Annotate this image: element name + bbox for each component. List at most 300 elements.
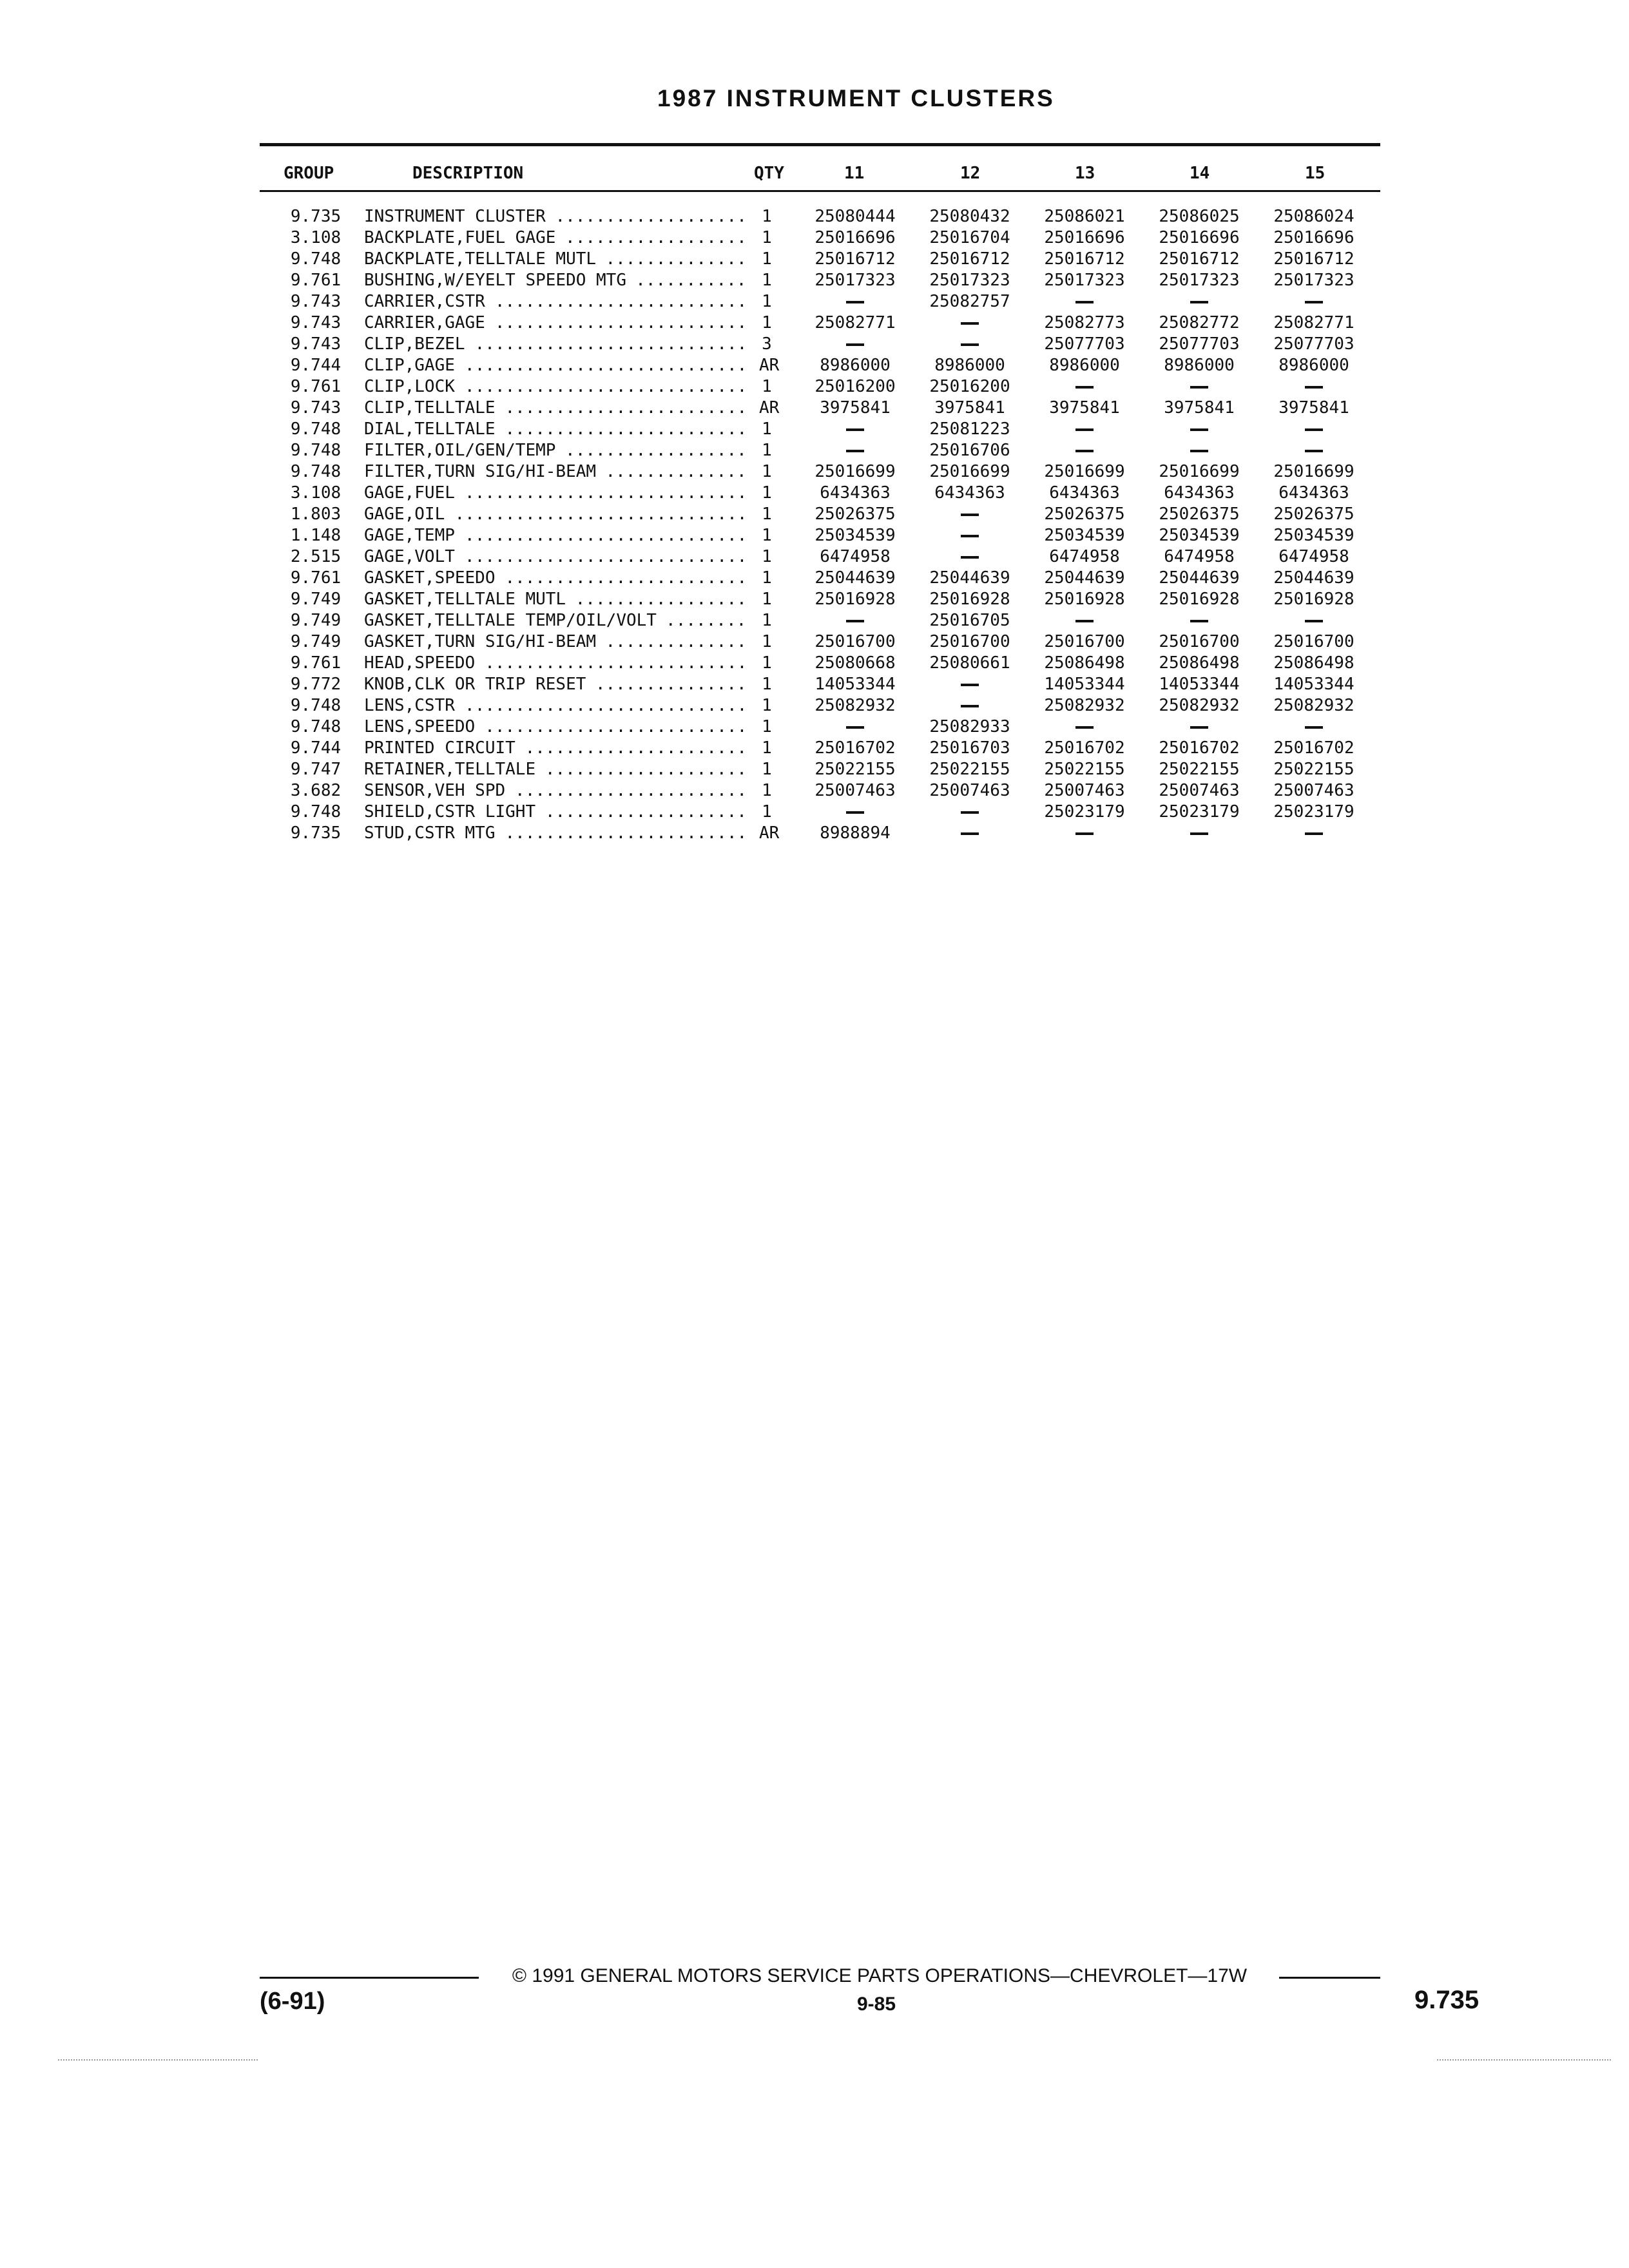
group-code: 9.748 [290,419,342,439]
table-row [0,653,1629,674]
not-applicable-dash [1190,726,1208,729]
part-number-model-13 [1033,376,1136,398]
dot-leader: ............................ [454,483,747,503]
part-number-model-15 [1262,376,1365,398]
part-number-model-14: 6434363 [1164,483,1235,503]
not-applicable-dash [846,428,864,431]
quantity: 1 [762,419,772,439]
part-description: FILTER,TURN SIG/HI-BEAM [364,462,597,481]
part-number-model-14: 8986000 [1164,356,1235,375]
part-description: GASKET,SPEEDO [364,568,496,588]
table-row [0,312,1629,334]
not-applicable-dash [961,535,979,537]
quantity: 3 [762,334,772,354]
group-code: 9.747 [290,760,342,779]
table-row [0,780,1629,802]
part-number-model-12: 8986000 [934,356,1005,375]
column-header-model-12: 12 [960,164,981,183]
group-code: 9.749 [290,611,342,630]
not-applicable-dash [1075,386,1094,389]
group-code: 9.743 [290,398,342,418]
part-number-model-11: 25082771 [815,313,896,332]
part-description: CARRIER,CSTR [364,292,485,311]
part-number-model-14: 25017323 [1159,271,1240,290]
part-number-model-11: 8986000 [820,356,891,375]
part-number-model-12 [918,695,1021,716]
not-applicable-dash [1305,428,1323,431]
part-number-model-12: 25080661 [929,653,1010,673]
table-row [0,525,1629,546]
part-number-model-13: 25082773 [1044,313,1125,332]
part-number-model-15: 6434363 [1278,483,1349,503]
part-number-model-15: 25086498 [1273,653,1354,673]
part-number-model-12: 25081223 [929,419,1010,439]
part-number-model-14: 25016712 [1159,249,1240,269]
part-number-model-13: 25023179 [1044,802,1125,822]
table-row [0,355,1629,376]
table-row [0,589,1629,610]
part-number-model-14: 3975841 [1164,398,1235,418]
dot-leader: ................... [545,207,747,226]
part-number-model-13: 25077703 [1044,334,1125,354]
group-code: 9.748 [290,802,342,822]
column-header-model-15: 15 [1305,164,1325,183]
group-code: 3.108 [290,228,342,247]
part-description: HEAD,SPEEDO [364,653,476,673]
part-number-model-14: 25077703 [1159,334,1240,354]
part-number-model-11: 8988894 [820,823,891,843]
group-code: 9.761 [290,377,342,396]
parts-table [0,206,1629,844]
part-number-model-11: 25080668 [815,653,896,673]
part-number-model-13 [1033,419,1136,440]
table-row [0,759,1629,780]
scan-speckle-left [58,2059,258,2061]
quantity: 1 [762,313,772,332]
part-description: INSTRUMENT CLUSTER [364,207,546,226]
not-applicable-dash [961,811,979,814]
quantity: 1 [762,653,772,673]
footer-page-number: 9-85 [857,1994,896,2015]
part-number-model-14: 25016699 [1159,462,1240,481]
part-number-model-14 [1148,440,1251,461]
part-number-model-12: 25082933 [929,717,1010,736]
table-row [0,568,1629,589]
part-number-model-11: 6434363 [820,483,891,503]
group-code: 9.761 [290,653,342,673]
part-number-model-11: 25016200 [815,377,896,396]
not-applicable-dash [961,684,979,686]
group-code: 9.748 [290,462,342,481]
group-code: 9.748 [290,441,342,460]
not-applicable-dash [1075,450,1094,452]
dot-leader: ............................ [454,356,747,375]
part-number-model-14: 25026375 [1159,505,1240,524]
part-number-model-13 [1033,440,1136,461]
dot-leader: .......................... [474,653,747,673]
column-header-qty: QTY [754,164,784,183]
quantity: 1 [762,568,772,588]
part-description: SENSOR,VEH SPD [364,781,506,800]
table-row [0,376,1629,398]
table-row [0,695,1629,716]
part-number-model-14 [1148,291,1251,312]
part-number-model-12 [918,823,1021,844]
part-number-model-11 [804,440,907,461]
not-applicable-dash [1190,832,1208,835]
part-number-model-13: 25016928 [1044,590,1125,609]
dot-leader: .................. [555,441,747,460]
part-number-model-15: 25016699 [1273,462,1354,481]
part-number-model-12: 6434363 [934,483,1005,503]
part-number-model-14: 25034539 [1159,526,1240,545]
dot-leader: ............................ [454,526,747,545]
part-number-model-15: 25082771 [1273,313,1354,332]
dot-leader: .............. [595,462,747,481]
part-number-model-15: 25077703 [1273,334,1354,354]
column-header-model-11: 11 [844,164,865,183]
footer-rule-left [260,1977,479,1979]
not-applicable-dash [1190,450,1208,452]
quantity: 1 [762,547,772,566]
part-number-model-13: 25016696 [1044,228,1125,247]
not-applicable-dash [1305,726,1323,729]
table-row [0,206,1629,227]
table-row [0,674,1629,695]
part-number-model-12: 25016928 [929,590,1010,609]
part-number-model-12: 25022155 [929,760,1010,779]
table-row [0,270,1629,291]
dot-leader: ............... [585,675,747,694]
quantity: 1 [762,441,772,460]
group-code: 3.108 [290,483,342,503]
part-description: CLIP,BEZEL [364,334,465,354]
part-number-model-11: 25044639 [815,568,896,588]
part-number-model-13: 25086021 [1044,207,1125,226]
part-description: GAGE,VOLT [364,547,455,566]
part-number-model-14 [1148,716,1251,738]
part-number-model-13: 25082932 [1044,696,1125,715]
part-number-model-15: 25016712 [1273,249,1354,269]
part-number-model-13: 25017323 [1044,271,1125,290]
part-number-model-11: 3975841 [820,398,891,418]
part-number-model-12: 25016700 [929,632,1010,651]
part-number-model-15: 25086024 [1273,207,1354,226]
dot-leader: ............................. [444,505,747,524]
not-applicable-dash [961,343,979,346]
dot-leader: .............. [595,632,747,651]
not-applicable-dash [846,343,864,346]
group-code: 3.682 [290,781,342,800]
not-applicable-dash [961,514,979,516]
part-number-model-13: 25086498 [1044,653,1125,673]
part-description: LENS,SPEEDO [364,717,476,736]
dot-leader: ........................ [494,419,747,439]
footer-revision: (6-91) [260,1988,325,2015]
not-applicable-dash [1075,301,1094,303]
part-number-model-12 [918,674,1021,695]
part-number-model-14: 25022155 [1159,760,1240,779]
header-rule-top [260,143,1380,146]
table-row [0,227,1629,249]
part-description: GAGE,TEMP [364,526,455,545]
part-description: DIAL,TELLTALE [364,419,496,439]
part-description: STUD,CSTR MTG [364,823,496,843]
not-applicable-dash [1190,428,1208,431]
part-number-model-11 [804,334,907,355]
part-number-model-15: 25016696 [1273,228,1354,247]
dot-leader: ........... [625,271,747,290]
page-title: 1987 INSTRUMENT CLUSTERS [657,85,1055,111]
table-row [0,291,1629,312]
quantity: 1 [762,483,772,503]
part-number-model-11 [804,716,907,738]
part-number-model-15: 25022155 [1273,760,1354,779]
part-description: GASKET,TELLTALE TEMP/OIL/VOLT [364,611,657,630]
part-number-model-14: 25082772 [1159,313,1240,332]
not-applicable-dash [1075,620,1094,622]
dot-leader: .......................... [474,717,747,736]
not-applicable-dash [846,450,864,452]
not-applicable-dash [1305,301,1323,303]
part-description: GAGE,FUEL [364,483,455,503]
part-description: KNOB,CLK OR TRIP RESET [364,675,586,694]
column-header-group: GROUP [284,164,334,183]
part-number-model-15 [1262,440,1365,461]
part-number-model-15: 25007463 [1273,781,1354,800]
part-number-model-12: 25016712 [929,249,1010,269]
group-code: 9.749 [290,590,342,609]
part-number-model-15: 14053344 [1273,675,1354,694]
part-number-model-11: 25016696 [815,228,896,247]
part-number-model-15: 25044639 [1273,568,1354,588]
part-number-model-12: 25016699 [929,462,1010,481]
part-description: CLIP,LOCK [364,377,455,396]
table-row [0,249,1629,270]
part-number-model-15: 8986000 [1278,356,1349,375]
part-number-model-15: 25017323 [1273,271,1354,290]
part-number-model-11: 25016700 [815,632,896,651]
part-number-model-11 [804,419,907,440]
part-number-model-13: 6434363 [1049,483,1120,503]
dot-leader: ............................ [454,696,747,715]
part-number-model-14 [1148,823,1251,844]
part-number-model-14: 25007463 [1159,781,1240,800]
part-description: RETAINER,TELLTALE [364,760,536,779]
not-applicable-dash [1075,726,1094,729]
table-row [0,610,1629,631]
quantity: 1 [762,802,772,822]
part-description: GASKET,TELLTALE MUTL [364,590,566,609]
quantity: AR [759,398,780,418]
part-number-model-11: 25016712 [815,249,896,269]
dot-leader: ........ [655,611,747,630]
part-number-model-11: 6474958 [820,547,891,566]
part-number-model-14: 14053344 [1159,675,1240,694]
part-number-model-13: 25034539 [1044,526,1125,545]
part-number-model-15 [1262,716,1365,738]
part-number-model-15: 25016928 [1273,590,1354,609]
dot-leader: .................. [555,228,747,247]
part-number-model-11: 25016928 [815,590,896,609]
not-applicable-dash [846,301,864,303]
part-description: GAGE,OIL [364,505,445,524]
dot-leader: ........................ [494,398,747,418]
part-number-model-13: 3975841 [1049,398,1120,418]
not-applicable-dash [961,705,979,707]
part-number-model-12: 25016705 [929,611,1010,630]
not-applicable-dash [1075,428,1094,431]
table-row [0,483,1629,504]
part-description: CLIP,TELLTALE [364,398,496,418]
table-row [0,631,1629,653]
part-number-model-13 [1033,610,1136,631]
not-applicable-dash [1305,832,1323,835]
part-number-model-14: 25016696 [1159,228,1240,247]
footer-copyright: © 1991 GENERAL MOTORS SERVICE PARTS OPERATIONS—CHEVROLET—17W [512,1965,1248,1986]
part-description: CLIP,GAGE [364,356,455,375]
group-code: 9.743 [290,334,342,354]
table-row [0,716,1629,738]
dot-leader: .............. [595,249,747,269]
quantity: 1 [762,462,772,481]
part-description: BACKPLATE,FUEL GAGE [364,228,556,247]
quantity: 1 [762,228,772,247]
part-number-model-12: 25080432 [929,207,1010,226]
group-code: 9.735 [290,207,342,226]
quantity: 1 [762,738,772,758]
part-number-model-15: 25026375 [1273,505,1354,524]
group-code: 9.743 [290,313,342,332]
group-code: 2.515 [290,547,342,566]
part-number-model-11: 25034539 [815,526,896,545]
not-applicable-dash [846,620,864,622]
part-number-model-11: 25080444 [815,207,896,226]
quantity: 1 [762,590,772,609]
not-applicable-dash [1190,386,1208,389]
part-number-model-14 [1148,610,1251,631]
part-number-model-15: 25023179 [1273,802,1354,822]
part-description: SHIELD,CSTR LIGHT [364,802,536,822]
part-number-model-15: 25016702 [1273,738,1354,758]
part-number-model-12: 25017323 [929,271,1010,290]
quantity: 1 [762,632,772,651]
part-number-model-14: 25023179 [1159,802,1240,822]
part-number-model-13: 25016702 [1044,738,1125,758]
part-number-model-14: 25086025 [1159,207,1240,226]
dot-leader: .................... [535,760,747,779]
part-description: BUSHING,W/EYELT SPEEDO MTG [364,271,626,290]
group-code: 1.148 [290,526,342,545]
part-number-model-13: 8986000 [1049,356,1120,375]
not-applicable-dash [846,811,864,814]
part-number-model-13: 25044639 [1044,568,1125,588]
group-code: 9.743 [290,292,342,311]
group-code: 9.761 [290,271,342,290]
column-header-description: DESCRIPTION [412,164,524,183]
table-row [0,738,1629,759]
dot-leader: .................... [535,802,747,822]
quantity: 1 [762,377,772,396]
group-code: 9.749 [290,632,342,651]
part-number-model-11: 14053344 [815,675,896,694]
quantity: 1 [762,249,772,269]
quantity: 1 [762,207,772,226]
group-code: 9.748 [290,717,342,736]
part-number-model-11: 25016702 [815,738,896,758]
part-number-model-12: 25016704 [929,228,1010,247]
table-row [0,504,1629,525]
dot-leader: ........................... [465,334,747,354]
table-row [0,334,1629,355]
not-applicable-dash [961,322,979,325]
part-number-model-12 [918,334,1021,355]
not-applicable-dash [1190,620,1208,622]
group-code: 9.744 [290,356,342,375]
part-number-model-14: 25016700 [1159,632,1240,651]
not-applicable-dash [1305,386,1323,389]
part-number-model-11: 25022155 [815,760,896,779]
part-number-model-13 [1033,823,1136,844]
dot-leader: ......................... [485,292,747,311]
table-row [0,398,1629,419]
part-number-model-14: 25082932 [1159,696,1240,715]
part-number-model-13 [1033,716,1136,738]
part-number-model-15 [1262,291,1365,312]
not-applicable-dash [1305,450,1323,452]
part-number-model-12: 25016706 [929,441,1010,460]
column-header-model-14: 14 [1190,164,1210,183]
quantity: 1 [762,675,772,694]
part-number-model-15 [1262,419,1365,440]
part-number-model-11: 25026375 [815,505,896,524]
quantity: 1 [762,292,772,311]
part-number-model-13: 25016700 [1044,632,1125,651]
group-code: 9.748 [290,249,342,269]
group-code: 9.748 [290,696,342,715]
part-description: FILTER,OIL/GEN/TEMP [364,441,556,460]
part-number-model-15: 3975841 [1278,398,1349,418]
part-number-model-15: 25082932 [1273,696,1354,715]
part-number-model-15: 25016700 [1273,632,1354,651]
part-description: CARRIER,GAGE [364,313,485,332]
group-code: 9.761 [290,568,342,588]
dot-leader: ............................ [454,377,747,396]
quantity: AR [759,823,780,843]
part-description: GASKET,TURN SIG/HI-BEAM [364,632,597,651]
dot-leader: ........................ [494,823,747,843]
part-number-model-13: 6474958 [1049,547,1120,566]
column-header-model-13: 13 [1075,164,1095,183]
part-number-model-12: 3975841 [934,398,1005,418]
part-number-model-12: 25016703 [929,738,1010,758]
dot-leader: ....................... [505,781,747,800]
part-number-model-12: 25007463 [929,781,1010,800]
not-applicable-dash [1075,832,1094,835]
group-code: 1.803 [290,505,342,524]
dot-leader: ......................... [485,313,747,332]
not-applicable-dash [1190,301,1208,303]
part-number-model-13: 25016699 [1044,462,1125,481]
part-number-model-11 [804,610,907,631]
dot-leader: ...................... [515,738,747,758]
table-row [0,461,1629,483]
part-number-model-12: 25082757 [929,292,1010,311]
part-number-model-13: 25016712 [1044,249,1125,269]
part-number-model-12 [918,504,1021,525]
part-number-model-13: 25022155 [1044,760,1125,779]
scan-speckle-right [1437,2059,1611,2061]
